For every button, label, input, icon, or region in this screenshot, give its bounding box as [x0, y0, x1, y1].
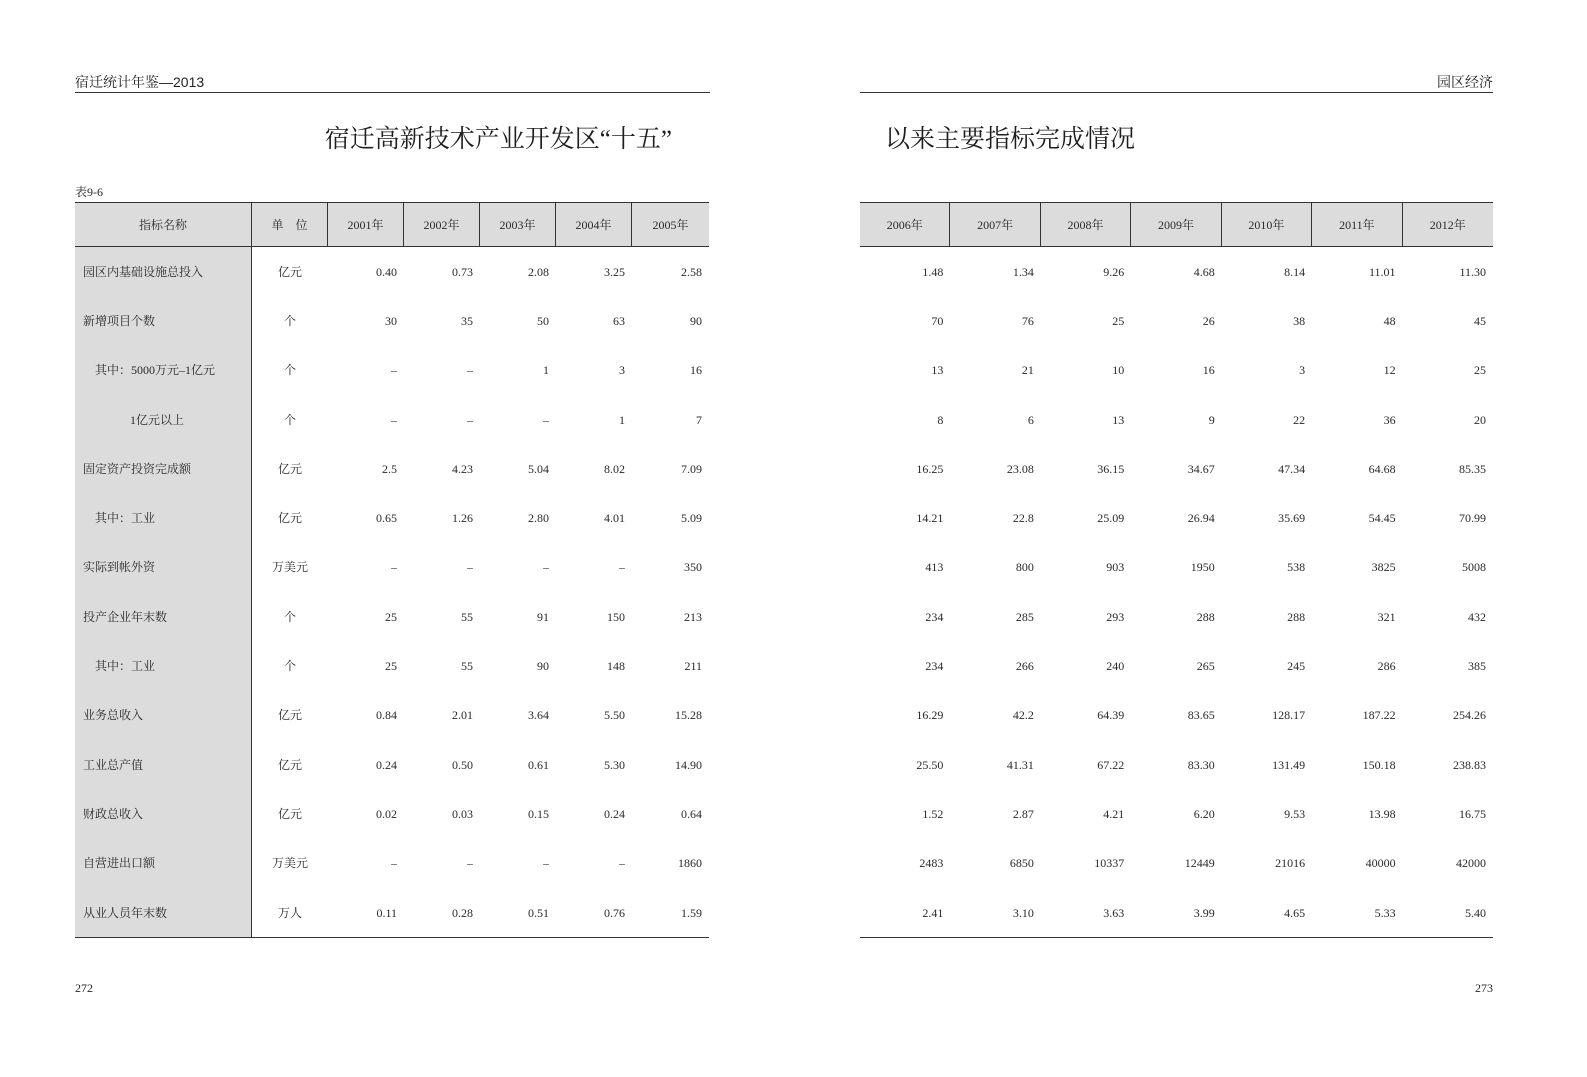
value-cell: – [467, 856, 473, 871]
value-cell: 9.53 [1284, 806, 1306, 821]
value-cell: 5.33 [1374, 905, 1396, 920]
value-cell: – [543, 560, 549, 575]
indicator-cell: 自营进出口额 [75, 839, 252, 888]
value-cell: 2.58 [681, 264, 702, 279]
unit-cell: 万人 [277, 905, 302, 920]
value-cell: 22.8 [1012, 511, 1034, 526]
unit-cell: 个 [283, 363, 296, 378]
value-cell: 25 [1474, 363, 1486, 378]
table-row [860, 691, 1493, 740]
value-cell: 2.01 [452, 708, 473, 723]
table-row [860, 839, 1493, 888]
value-cell: 16 [690, 363, 702, 378]
page-number-left: 272 [75, 981, 93, 995]
value-cell: 64.39 [1097, 708, 1125, 723]
value-cell: – [391, 560, 397, 575]
value-cell: 42.2 [1012, 708, 1034, 723]
value-cell: 23.08 [1006, 461, 1034, 476]
unit-cell: 亿元 [277, 708, 302, 723]
value-cell: 2.87 [1012, 806, 1034, 821]
indicator-cell: 其中：5000万元–1亿元 [75, 346, 252, 395]
value-cell: 91 [537, 609, 549, 624]
value-cell: 288 [1196, 609, 1215, 624]
value-cell: 0.64 [681, 806, 702, 821]
header-cell-year: 2011年 [1312, 203, 1402, 246]
header-rule-left [75, 92, 710, 93]
indicator-cell: 固定资产投资完成额 [75, 444, 252, 493]
value-cell: – [467, 363, 473, 378]
indicator-table-right [860, 202, 1493, 938]
value-cell: 2483 [919, 856, 944, 871]
table-row [860, 444, 1493, 493]
value-cell: 55 [461, 609, 473, 624]
table-row [860, 789, 1493, 838]
value-cell: 13.98 [1368, 806, 1396, 821]
value-cell: 4.65 [1284, 905, 1306, 920]
value-cell: 13 [931, 363, 944, 378]
value-cell: 1.48 [922, 264, 944, 279]
value-cell: 2.5 [382, 461, 397, 476]
value-cell: 6850 [1009, 856, 1034, 871]
header-cell-year: 2001年 [328, 203, 404, 246]
value-cell: 0.50 [452, 757, 473, 772]
table-row [860, 592, 1493, 641]
unit-cell: 亿元 [277, 806, 302, 821]
table-row [75, 493, 709, 542]
value-cell: 413 [925, 560, 944, 575]
table-row [75, 543, 709, 592]
value-cell: 286 [1377, 659, 1396, 674]
unit-cell: 个 [283, 659, 296, 674]
value-cell: – [467, 412, 473, 427]
table-header-row-left [75, 203, 709, 247]
value-cell: 3.63 [1103, 905, 1125, 920]
value-cell: 131.49 [1272, 757, 1306, 772]
value-cell: 211 [684, 659, 702, 674]
unit-cell: 万美元 [271, 560, 308, 575]
value-cell: 0.11 [376, 905, 397, 920]
value-cell: 0.76 [604, 905, 625, 920]
header-cell-year: 2007年 [950, 203, 1040, 246]
value-cell: 12 [1383, 363, 1396, 378]
value-cell: 4.68 [1193, 264, 1215, 279]
table-row [75, 592, 709, 641]
value-cell: 3 [1299, 363, 1306, 378]
page-number-right: 273 [1475, 981, 1493, 995]
value-cell: 35 [461, 313, 473, 328]
value-cell: 40000 [1365, 856, 1396, 871]
table-row [75, 395, 709, 444]
value-cell: 36.15 [1097, 461, 1125, 476]
value-cell: 1.52 [922, 806, 944, 821]
value-cell: 432 [1468, 609, 1486, 624]
value-cell: 41.31 [1006, 757, 1034, 772]
table-row [860, 247, 1493, 296]
value-cell: 36 [1383, 412, 1396, 427]
header-cell-year: 2008年 [1041, 203, 1131, 246]
value-cell: 0.15 [528, 806, 549, 821]
indicator-cell: 从业人员年末数 [75, 888, 252, 937]
indicator-cell: 其中：工业 [75, 641, 252, 690]
value-cell: 25 [1112, 313, 1125, 328]
value-cell: 26 [1202, 313, 1215, 328]
table-row [860, 543, 1493, 592]
value-cell: 5008 [1462, 560, 1486, 575]
value-cell: 21 [1021, 363, 1034, 378]
value-cell: 67.22 [1097, 757, 1125, 772]
table-row [75, 789, 709, 838]
value-cell: 285 [1015, 609, 1034, 624]
value-cell: 20 [1474, 412, 1486, 427]
value-cell: 0.51 [528, 905, 549, 920]
value-cell: 148 [607, 659, 625, 674]
header-cell-year: 2009年 [1131, 203, 1221, 246]
value-cell: 0.03 [452, 806, 473, 821]
value-cell: 14.21 [916, 511, 944, 526]
value-cell: 0.24 [604, 806, 625, 821]
unit-cell: 亿元 [277, 264, 302, 279]
value-cell: 234 [925, 609, 944, 624]
value-cell: 3.64 [528, 708, 549, 723]
table-row [75, 296, 709, 345]
value-cell: 0.40 [376, 264, 397, 279]
page-title-left-part: 宿迁高新技术产业开发区“十五” [324, 126, 672, 153]
value-cell: – [543, 412, 549, 427]
value-cell: 35.69 [1278, 511, 1306, 526]
value-cell: 128.17 [1272, 708, 1306, 723]
value-cell: 1.59 [681, 905, 702, 920]
value-cell: 25 [385, 659, 397, 674]
indicator-cell: 实际到帐外资 [75, 543, 252, 592]
table-row [860, 493, 1493, 542]
value-cell: 25.09 [1097, 511, 1125, 526]
header-cell-unit: 单 位 [252, 203, 328, 246]
running-head-right: 园区经济 [1437, 74, 1493, 90]
value-cell: 800 [1015, 560, 1034, 575]
value-cell: 16.29 [916, 708, 944, 723]
value-cell: 150 [607, 609, 625, 624]
unit-cell: 亿元 [277, 757, 302, 772]
value-cell: – [543, 856, 549, 871]
value-cell: 11.01 [1369, 264, 1396, 279]
table-row [75, 839, 709, 888]
value-cell: 16 [1202, 363, 1215, 378]
value-cell: 0.02 [376, 806, 397, 821]
header-cell-year: 2005年 [652, 217, 689, 232]
indicator-cell: 园区内基础设施总投入 [75, 247, 252, 296]
value-cell: 1950 [1190, 560, 1215, 575]
value-cell: – [619, 856, 625, 871]
value-cell: 4.21 [1103, 806, 1125, 821]
table-row [75, 346, 709, 395]
indicator-cell: 投产企业年末数 [75, 592, 252, 641]
table-row [860, 296, 1493, 345]
value-cell: 47.34 [1278, 461, 1306, 476]
value-cell: 1 [619, 412, 625, 427]
value-cell: 55 [461, 659, 473, 674]
header-cell-year: 2012年 [1429, 217, 1466, 232]
value-cell: 5.50 [604, 708, 625, 723]
value-cell: 3825 [1371, 560, 1396, 575]
table-row [860, 888, 1493, 937]
value-cell: 12449 [1184, 856, 1215, 871]
page-title-right-part: 以来主要指标完成情况 [885, 126, 1136, 153]
table-row [860, 346, 1493, 395]
value-cell: 213 [684, 609, 702, 624]
indicator-cell: 工业总产值 [75, 740, 252, 789]
value-cell: 150.18 [1362, 757, 1396, 772]
header-cell-year: 2010年 [1222, 203, 1312, 246]
value-cell: 0.73 [452, 264, 473, 279]
value-cell: 187.22 [1362, 708, 1396, 723]
value-cell: 903 [1106, 560, 1125, 575]
value-cell: 7 [696, 412, 702, 427]
value-cell: 2.08 [528, 264, 549, 279]
unit-cell: 亿元 [277, 511, 302, 526]
value-cell: 245 [1287, 659, 1306, 674]
value-cell: 1.26 [452, 511, 473, 526]
value-cell: 3.99 [1193, 905, 1215, 920]
value-cell: 4.01 [604, 511, 625, 526]
value-cell: 10337 [1094, 856, 1125, 871]
header-rule-right [860, 92, 1493, 93]
value-cell: 265 [1196, 659, 1215, 674]
value-cell: – [391, 412, 397, 427]
value-cell: 14.90 [675, 757, 702, 772]
header-cell-year: 2006年 [860, 203, 950, 246]
indicator-cell: 新增项目个数 [75, 296, 252, 345]
running-head-left: 宿迁统计年鉴—2013 [75, 74, 205, 90]
value-cell: 4.23 [452, 461, 473, 476]
value-cell: 16.75 [1459, 806, 1486, 821]
value-cell: 45 [1474, 313, 1486, 328]
value-cell: 70 [931, 313, 944, 328]
indicator-cell: 1亿元以上 [75, 395, 252, 444]
value-cell: 64.68 [1368, 461, 1396, 476]
value-cell: 2.80 [528, 511, 549, 526]
value-cell: 238.83 [1453, 757, 1486, 772]
value-cell: 5.09 [681, 511, 702, 526]
value-cell: 293 [1106, 609, 1125, 624]
unit-cell: 个 [283, 313, 296, 328]
value-cell: 85.35 [1459, 461, 1486, 476]
value-cell: – [467, 560, 473, 575]
value-cell: 234 [925, 659, 944, 674]
value-cell: 25 [385, 609, 397, 624]
header-cell-year: 2004年 [556, 203, 632, 246]
value-cell: 350 [684, 560, 702, 575]
value-cell: 5.30 [604, 757, 625, 772]
value-cell: 240 [1106, 659, 1125, 674]
value-cell: 15.28 [675, 708, 702, 723]
table-header-row-right [860, 203, 1493, 247]
value-cell: 0.65 [376, 511, 397, 526]
value-cell: 34.67 [1187, 461, 1215, 476]
value-cell: 42000 [1456, 856, 1486, 871]
unit-cell: 个 [283, 412, 296, 427]
value-cell: 3.10 [1012, 905, 1034, 920]
value-cell: 9 [1208, 412, 1215, 427]
value-cell: 321 [1377, 609, 1396, 624]
table-row [75, 641, 709, 690]
value-cell: 54.45 [1368, 511, 1396, 526]
indicator-table-left [75, 202, 709, 938]
value-cell: 3.25 [604, 264, 625, 279]
value-cell: 1 [543, 363, 549, 378]
indicator-cell: 财政总收入 [75, 789, 252, 838]
value-cell: 8 [937, 412, 944, 427]
header-cell-year: 2002年 [404, 203, 480, 246]
value-cell: 11.30 [1459, 264, 1486, 279]
value-cell: 83.30 [1187, 757, 1215, 772]
table-number: 表9-6 [75, 185, 103, 199]
value-cell: 21016 [1275, 856, 1306, 871]
value-cell: 3 [619, 363, 625, 378]
value-cell: 5.40 [1465, 905, 1486, 920]
header-cell-indicator: 指标名称 [75, 203, 252, 246]
value-cell: 8.14 [1284, 264, 1306, 279]
value-cell: 1.34 [1012, 264, 1034, 279]
value-cell: 90 [537, 659, 549, 674]
value-cell: 2.41 [922, 905, 944, 920]
table-row [75, 740, 709, 789]
indicator-cell: 其中：工业 [75, 493, 252, 542]
value-cell: – [619, 560, 625, 575]
value-cell: 0.61 [528, 757, 549, 772]
value-cell: 22 [1293, 412, 1306, 427]
table-row [860, 641, 1493, 690]
indicator-cell: 业务总收入 [75, 691, 252, 740]
value-cell: 288 [1287, 609, 1306, 624]
value-cell: 6 [1027, 412, 1034, 427]
value-cell: 538 [1287, 560, 1306, 575]
value-cell: 0.84 [376, 708, 397, 723]
value-cell: 266 [1015, 659, 1034, 674]
value-cell: 38 [1293, 313, 1306, 328]
table-row [75, 888, 709, 937]
value-cell: 9.26 [1103, 264, 1125, 279]
value-cell: 83.65 [1187, 708, 1215, 723]
value-cell: – [391, 856, 397, 871]
header-cell-year: 2003年 [480, 203, 556, 246]
value-cell: 50 [537, 313, 549, 328]
value-cell: 1860 [678, 856, 702, 871]
value-cell: 6.20 [1193, 806, 1215, 821]
value-cell: 385 [1468, 659, 1486, 674]
value-cell: 8.02 [604, 461, 625, 476]
value-cell: 76 [1021, 313, 1034, 328]
value-cell: 90 [690, 313, 702, 328]
unit-cell: 亿元 [277, 461, 302, 476]
table-row [75, 247, 709, 296]
value-cell: – [391, 363, 397, 378]
value-cell: 16.25 [916, 461, 944, 476]
table-row [860, 740, 1493, 789]
value-cell: 0.24 [376, 757, 397, 772]
value-cell: 63 [613, 313, 625, 328]
value-cell: 5.04 [528, 461, 549, 476]
value-cell: 0.28 [452, 905, 473, 920]
value-cell: 254.26 [1453, 708, 1486, 723]
value-cell: 13 [1112, 412, 1125, 427]
unit-cell: 个 [283, 609, 296, 624]
table-row [75, 691, 709, 740]
value-cell: 7.09 [681, 461, 702, 476]
table-row [860, 395, 1493, 444]
value-cell: 48 [1383, 313, 1396, 328]
table-row [75, 444, 709, 493]
unit-cell: 万美元 [271, 856, 308, 871]
value-cell: 30 [385, 313, 397, 328]
value-cell: 26.94 [1187, 511, 1215, 526]
value-cell: 10 [1112, 363, 1125, 378]
value-cell: 70.99 [1459, 511, 1486, 526]
value-cell: 25.50 [916, 757, 944, 772]
